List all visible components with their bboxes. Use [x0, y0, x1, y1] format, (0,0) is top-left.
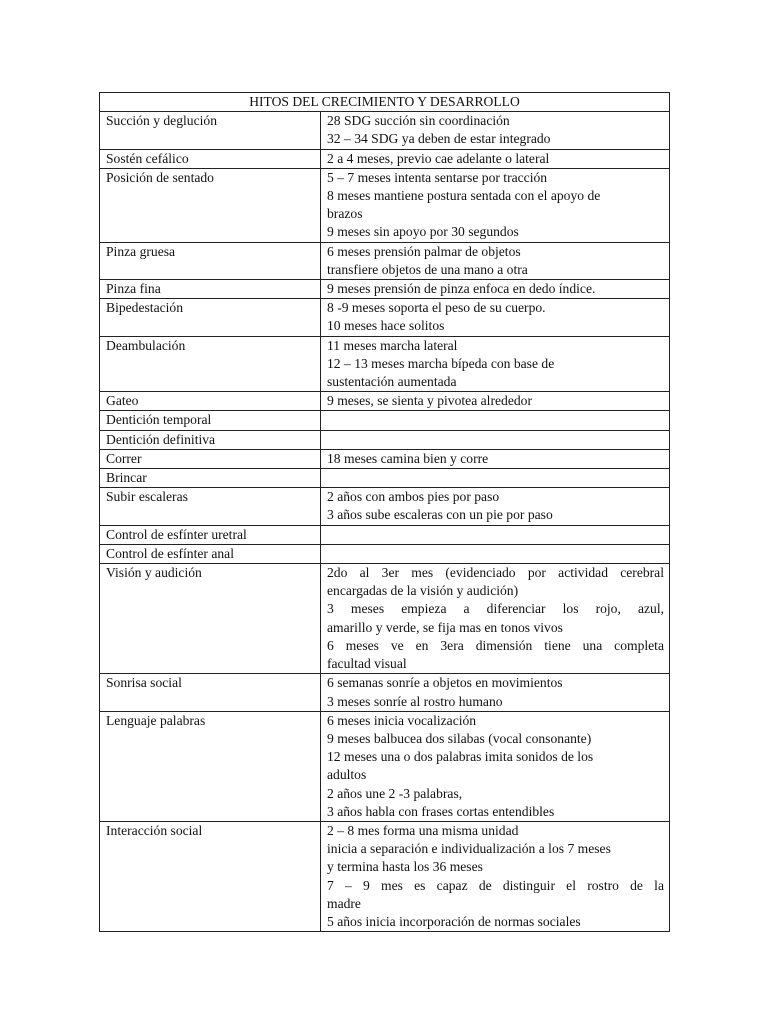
- description-line: 2 – 8 mes forma una misma unidad: [327, 822, 519, 838]
- milestone-label: Posición de sentado: [100, 168, 321, 242]
- milestone-label: Pinza gruesa: [100, 242, 321, 279]
- milestone-label: Lenguaje palabras: [100, 711, 321, 821]
- description-line: 2 a 4 meses, previo cae adelante o lateral: [327, 150, 550, 166]
- table-row: [100, 821, 670, 931]
- milestone-description: [321, 544, 670, 563]
- milestone-description: [321, 674, 670, 711]
- description-line: 3 años sube escaleras con un pie por paso: [327, 507, 553, 523]
- table-row: [100, 525, 670, 544]
- description-line: 3 meses empieza a diferenciar los rojo, azul,: [327, 601, 664, 617]
- milestone-label: Interacción social: [100, 821, 321, 931]
- milestone-description: [321, 525, 670, 544]
- milestone-label: Dentición definitiva: [100, 430, 321, 449]
- description-line: adultos: [327, 767, 367, 783]
- description-line: 10 meses hace solitos: [327, 318, 445, 334]
- description-line: 8 -9 meses soporta el peso de su cuerpo.: [327, 300, 546, 316]
- description-line: 6 meses ve en 3era dimensión tiene una completa: [327, 637, 664, 653]
- milestone-description: [321, 469, 670, 488]
- table-row: [100, 299, 670, 336]
- description-line: 11 meses marcha lateral: [327, 337, 458, 353]
- table-row: [100, 112, 670, 149]
- table-row: [100, 336, 670, 392]
- table-header-row: [100, 93, 670, 112]
- description-line: y termina hasta los 36 meses: [327, 859, 483, 875]
- milestone-description: [321, 392, 670, 411]
- milestone-description: [321, 488, 670, 525]
- milestone-label: Dentición temporal: [100, 411, 321, 430]
- description-line: amarillo y verde, se fija mas en tonos vivos: [327, 619, 563, 635]
- description-line: sustentación aumentada: [327, 374, 457, 390]
- milestone-description: [321, 564, 670, 674]
- description-line: facultad visual: [327, 656, 407, 672]
- table-row: [100, 149, 670, 168]
- table-row: [100, 449, 670, 468]
- milestone-label: Succión y deglución: [100, 112, 321, 149]
- milestone-label: Sostén cefálico: [100, 149, 321, 168]
- description-line: 9 meses balbucea dos silabas (vocal consonante): [327, 730, 592, 746]
- milestone-label: Subir escaleras: [100, 488, 321, 525]
- milestone-description: [321, 168, 670, 242]
- table-row: [100, 411, 670, 430]
- table-body: [100, 112, 670, 932]
- description-line: inicia a separación e individualización a los 7 meses: [327, 841, 611, 857]
- milestone-description: [321, 112, 670, 149]
- table-row: [100, 544, 670, 563]
- milestone-description: [321, 149, 670, 168]
- table-row: [100, 469, 670, 488]
- table-row: [100, 430, 670, 449]
- description-line: 5 años inicia incorporación de normas sociales: [327, 913, 581, 929]
- milestone-description: [321, 336, 670, 392]
- description-line: 32 – 34 SDG ya deben de estar integrado: [327, 131, 551, 147]
- milestone-description: [321, 299, 670, 336]
- description-line: transfiere objetos de una mano a otra: [327, 261, 528, 277]
- milestone-description: [321, 280, 670, 299]
- table-row: [100, 168, 670, 242]
- description-line: 12 – 13 meses marcha bípeda con base de: [327, 355, 555, 371]
- description-line: 8 meses mantiene postura sentada con el apoyo de: [327, 188, 601, 204]
- description-line: 3 años habla con frases cortas entendibles: [327, 803, 555, 819]
- milestone-label: Control de esfínter anal: [100, 544, 321, 563]
- table-row: [100, 564, 670, 674]
- milestone-description: [321, 821, 670, 931]
- table-row: [100, 280, 670, 299]
- table-row: [100, 242, 670, 279]
- milestone-label: Correr: [100, 449, 321, 468]
- milestone-description: [321, 411, 670, 430]
- milestones-table: [99, 92, 670, 932]
- description-line: 7 – 9 mes es capaz de distinguir el rostro de la: [327, 877, 664, 893]
- description-line: 5 – 7 meses intenta sentarse por tracción: [327, 169, 548, 185]
- description-line: 12 meses una o dos palabras imita sonidos de los: [327, 749, 594, 765]
- description-line: 6 meses inicia vocalización: [327, 712, 477, 728]
- milestone-label: Sonrisa social: [100, 674, 321, 711]
- table-row: [100, 488, 670, 525]
- table-row: [100, 711, 670, 821]
- description-line: 9 meses, se sienta y pivotea alrededor: [327, 393, 532, 409]
- table-row: [100, 392, 670, 411]
- milestone-label: Control de esfínter uretral: [100, 525, 321, 544]
- milestone-description: [321, 711, 670, 821]
- milestone-label: Bipedestación: [100, 299, 321, 336]
- description-line: 9 meses sin apoyo por 30 segundos: [327, 224, 519, 240]
- description-line: 6 meses prensión palmar de objetos: [327, 243, 521, 259]
- description-line: 28 SDG succión sin coordinación: [327, 113, 510, 129]
- milestone-label: Gateo: [100, 392, 321, 411]
- milestone-description: [321, 242, 670, 279]
- description-line: 2do al 3er mes (evidenciado por actividad cerebral: [327, 565, 664, 581]
- description-line: brazos: [327, 206, 363, 222]
- milestone-description: [321, 430, 670, 449]
- description-line: 2 años con ambos pies por paso: [327, 489, 500, 505]
- table-row: [100, 674, 670, 711]
- description-line: madre: [327, 895, 361, 911]
- description-line: 9 meses prensión de pinza enfoca en dedo índice.: [327, 281, 596, 297]
- milestone-label: Deambulación: [100, 336, 321, 392]
- milestone-label: Pinza fina: [100, 280, 321, 299]
- milestone-description: [321, 449, 670, 468]
- description-line: 18 meses camina bien y corre: [327, 450, 489, 466]
- description-line: 6 semanas sonríe a objetos en movimientos: [327, 675, 563, 691]
- description-line: encargadas de la visión y audición): [327, 583, 519, 599]
- description-line: 2 años une 2 -3 palabras,: [327, 785, 463, 801]
- milestone-label: Visión y audición: [100, 564, 321, 674]
- description-line: 3 meses sonríe al rostro humano: [327, 693, 503, 709]
- table-title: HITOS DEL CRECIMIENTO Y DESARROLLO: [100, 93, 670, 112]
- milestone-label: Brincar: [100, 469, 321, 488]
